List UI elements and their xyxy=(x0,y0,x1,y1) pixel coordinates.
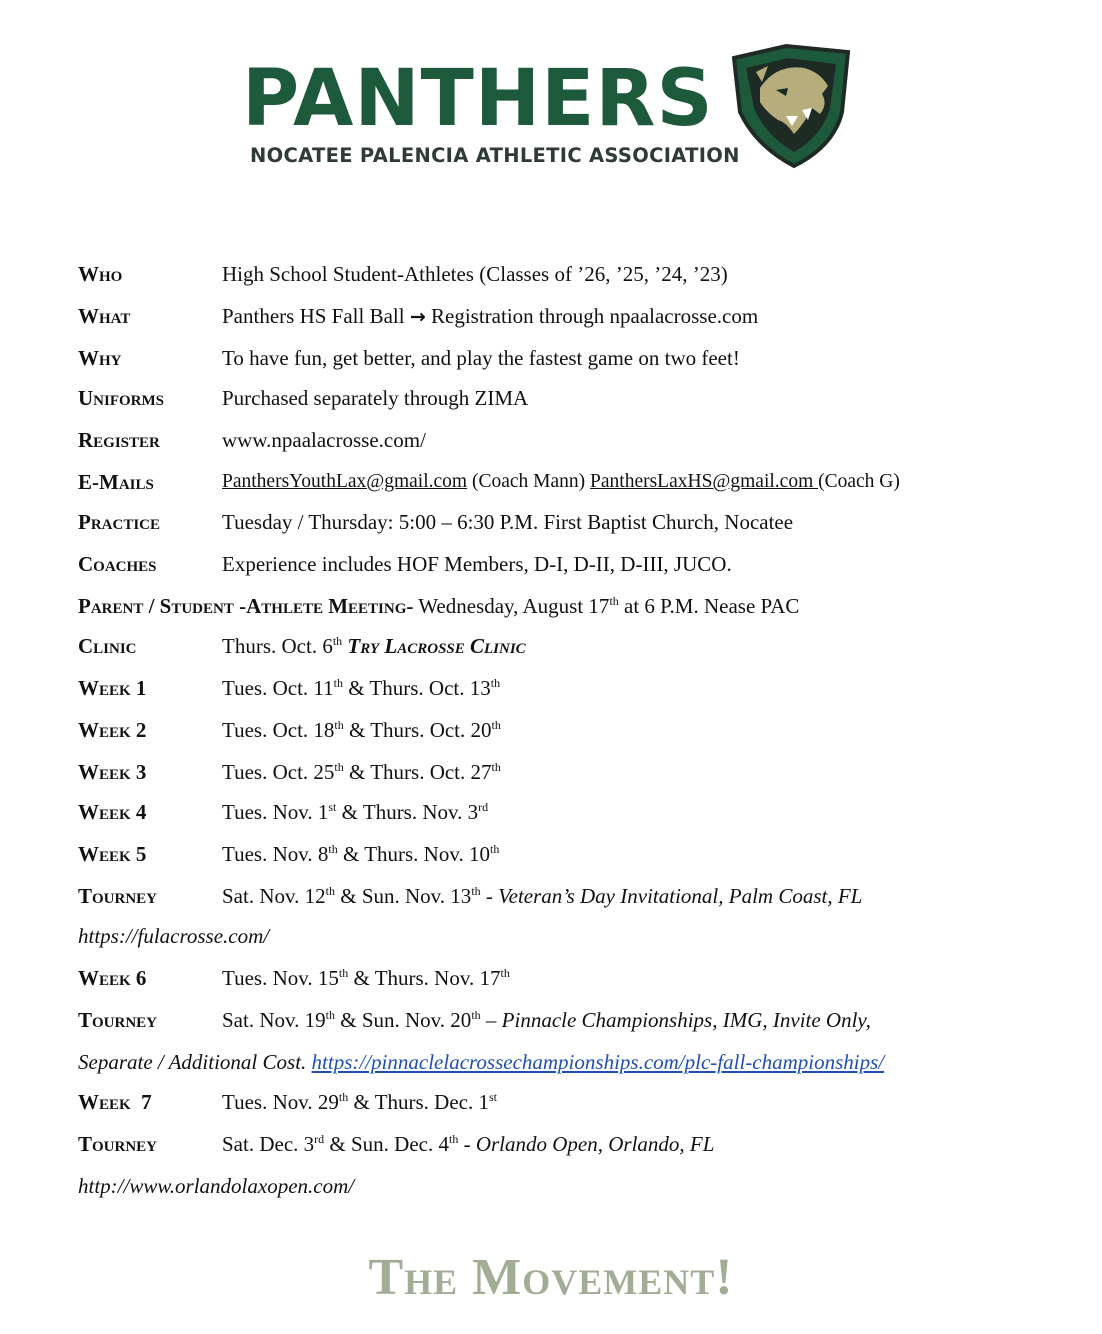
label-what: What xyxy=(78,304,131,328)
clinic-date: Thurs. Oct. 6 xyxy=(222,634,333,658)
value-uniforms: Purchased separately through ZIMA xyxy=(222,386,529,410)
label-week4: Week 4 xyxy=(78,800,147,824)
week7-date-a: Tues. Nov. 29 xyxy=(222,1090,339,1114)
row-week3 xyxy=(78,757,1072,787)
tourney1-suffix-b: th xyxy=(471,884,481,898)
week3-suffix-a: th xyxy=(334,760,344,774)
row-week2 xyxy=(78,715,1072,745)
row-tourney3 xyxy=(78,1129,1072,1159)
row-coaches xyxy=(78,549,1072,579)
row-tourney2 xyxy=(78,1005,1072,1035)
row-tourney2-cont xyxy=(78,1047,1072,1077)
label-coaches: Coaches xyxy=(78,552,157,576)
week1-suffix-a: th xyxy=(333,676,343,690)
value-week1 xyxy=(222,673,500,703)
label-why: Why xyxy=(78,346,122,370)
value-week7 xyxy=(222,1087,497,1117)
label-practice: Practice xyxy=(78,510,161,534)
email-link-youth[interactable]: PanthersYouthLax@gmail.com xyxy=(222,471,468,492)
week3-date-b: & Thurs. Oct. 27 xyxy=(343,760,492,784)
week7-suffix-b: st xyxy=(489,1090,498,1104)
tourney3-suffix-b: th xyxy=(448,1132,459,1146)
meeting-date-suffix: th xyxy=(609,594,619,608)
logo-wordmark: PANTHERS xyxy=(242,54,714,144)
row-what xyxy=(78,301,1072,331)
tourney3-url: http://www.orlandolaxopen.com/ xyxy=(78,1174,355,1198)
week7-date-b: & Thurs. Dec. 1 xyxy=(348,1090,489,1114)
week4-date-a: Tues. Nov. 1 xyxy=(222,800,329,824)
tourney2-date-b: & Sun. Nov. 20 xyxy=(334,1008,472,1032)
label-who: Who xyxy=(78,262,123,286)
value-emails xyxy=(222,467,900,497)
label-week7: Week 7 xyxy=(78,1090,152,1114)
week4-suffix-a: st xyxy=(328,800,337,814)
row-tourney3-url xyxy=(78,1171,1072,1201)
email-note-2: (Coach G) xyxy=(818,471,900,492)
value-what xyxy=(222,301,758,332)
row-week4 xyxy=(78,797,1072,827)
row-week1 xyxy=(78,673,1072,703)
week2-date-b: & Thurs. Oct. 20 xyxy=(343,718,492,742)
tourney2-dash: – xyxy=(480,1008,502,1032)
row-who xyxy=(78,259,1072,289)
tourney3-date-a: Sat. Dec. 3 xyxy=(222,1132,315,1156)
week5-suffix-b: th xyxy=(489,842,500,856)
week3-suffix-b: th xyxy=(491,760,501,774)
row-week5 xyxy=(78,839,1072,869)
value-week3 xyxy=(222,757,501,787)
row-week6 xyxy=(78,963,1072,993)
meeting-time-place: at 6 P.M. Nease PAC xyxy=(618,594,800,618)
label-week3: Week 3 xyxy=(78,760,147,784)
label-week6: Week 6 xyxy=(78,966,147,990)
week1-date-a: Tues. Oct. 11 xyxy=(222,676,334,700)
row-register xyxy=(78,425,1072,455)
week1-suffix-b: th xyxy=(490,676,501,690)
value-tourney1 xyxy=(222,881,862,911)
label-register: Register xyxy=(78,428,160,452)
tourney3-suffix-a: rd xyxy=(314,1132,325,1146)
row-practice xyxy=(78,507,1072,537)
row-tourney1 xyxy=(78,881,1072,911)
label-uniforms: Uniforms xyxy=(78,386,164,410)
value-coaches: Experience includes HOF Members, D-I, D-II, D-III, JUCO. xyxy=(222,552,732,576)
week6-date-a: Tues. Nov. 15 xyxy=(222,966,339,990)
label-week5: Week 5 xyxy=(78,842,147,866)
label-clinic: Clinic xyxy=(78,634,137,658)
arrow-right-icon: → xyxy=(409,306,426,328)
row-week7 xyxy=(78,1087,1072,1117)
tourney2-date-a: Sat. Nov. 19 xyxy=(222,1008,326,1032)
label-emails: E-Mails xyxy=(78,470,154,494)
what-text: Panthers HS Fall Ball xyxy=(222,304,410,328)
tourney1-event: Veteran’s Day Invitational, Palm Coast, FL xyxy=(498,884,863,908)
tourney2-suffix-b: th xyxy=(471,1008,481,1022)
row-uniforms xyxy=(78,383,1072,413)
week6-suffix-b: th xyxy=(500,966,510,980)
clinic-event: Try Lacrosse Clinic xyxy=(347,634,526,658)
what-text-2: Registration through npaalacrosse.com xyxy=(425,304,759,328)
meeting-date: Wednesday, August 17 xyxy=(413,594,610,618)
tourney2-url-link[interactable]: https://pinnaclelacrossechampionships.com/plc-fall-championships/ xyxy=(311,1050,885,1074)
tourney1-url: https://fulacrosse.com/ xyxy=(78,924,270,948)
email-link-hs[interactable]: PanthersLaxHS@gmail.com xyxy=(590,471,819,492)
value-practice: Tuesday / Thursday: 5:00 – 6:30 P.M. First Baptist Church, Nocatee xyxy=(222,510,794,534)
tourney2-event: Pinnacle Championships, IMG, Invite Only, xyxy=(501,1008,871,1032)
week6-suffix-a: th xyxy=(338,966,349,980)
value-why: To have fun, get better, and play the fastest game on two feet! xyxy=(222,346,740,370)
week5-date-a: Tues. Nov. 8 xyxy=(222,842,329,866)
week2-date-a: Tues. Oct. 18 xyxy=(222,718,335,742)
tourney3-event: Orlando Open, Orlando, FL xyxy=(475,1132,715,1156)
week5-date-b: & Thurs. Nov. 10 xyxy=(337,842,490,866)
tourney3-dash: - xyxy=(458,1132,476,1156)
value-clinic xyxy=(222,631,526,661)
row-why xyxy=(78,343,1072,373)
value-week4 xyxy=(222,797,488,827)
week1-date-b: & Thurs. Oct. 13 xyxy=(342,676,491,700)
value-who: High School Student-Athletes (Classes of ’26, ’25, ’24, ’23) xyxy=(222,262,728,286)
row-clinic xyxy=(78,631,1072,661)
week2-suffix-a: th xyxy=(334,718,344,732)
week2-suffix-b: th xyxy=(491,718,501,732)
tourney1-suffix-a: th xyxy=(325,884,335,898)
tourney1-dash: - xyxy=(480,884,499,908)
label-tourney1: Tourney xyxy=(78,884,158,908)
label-week2: Week 2 xyxy=(78,718,147,742)
tourney3-date-b: & Sun. Dec. 4 xyxy=(324,1132,449,1156)
value-week6 xyxy=(222,963,510,993)
value-tourney3 xyxy=(222,1129,714,1159)
row-meeting xyxy=(78,591,1072,621)
value-week2 xyxy=(222,715,501,745)
tourney1-date-b: & Sun. Nov. 13 xyxy=(334,884,472,908)
value-tourney2 xyxy=(222,1005,871,1035)
clinic-date-suffix: th xyxy=(332,634,343,648)
footer-tagline: The Movement! xyxy=(368,1249,734,1306)
week7-suffix-a: th xyxy=(338,1090,349,1104)
week4-date-b: & Thurs. Nov. 3 xyxy=(336,800,479,824)
label-tourney3: Tourney xyxy=(78,1132,158,1156)
week5-suffix-a: th xyxy=(328,842,338,856)
week4-suffix-b: rd xyxy=(478,800,489,814)
row-emails xyxy=(78,467,1072,497)
row-tourney1-url xyxy=(78,921,1072,951)
logo-subtitle: NOCATEE PALENCIA ATHLETIC ASSOCIATION xyxy=(250,144,740,167)
label-tourney2: Tourney xyxy=(78,1008,158,1032)
value-week5 xyxy=(222,839,499,869)
tourney1-date-a: Sat. Nov. 12 xyxy=(222,884,326,908)
tourney2-suffix-a: th xyxy=(325,1008,335,1022)
value-register: www.npaalacrosse.com/ xyxy=(222,428,426,452)
week3-date-a: Tues. Oct. 25 xyxy=(222,760,335,784)
week6-date-b: & Thurs. Nov. 17 xyxy=(348,966,501,990)
email-note-1: (Coach Mann) xyxy=(467,471,591,492)
label-week1: Week 1 xyxy=(78,676,147,700)
label-meeting: Parent / Student -Athlete Meeting- xyxy=(78,594,414,618)
tourney2-cost-note: Separate / Additional Cost. xyxy=(78,1050,312,1074)
